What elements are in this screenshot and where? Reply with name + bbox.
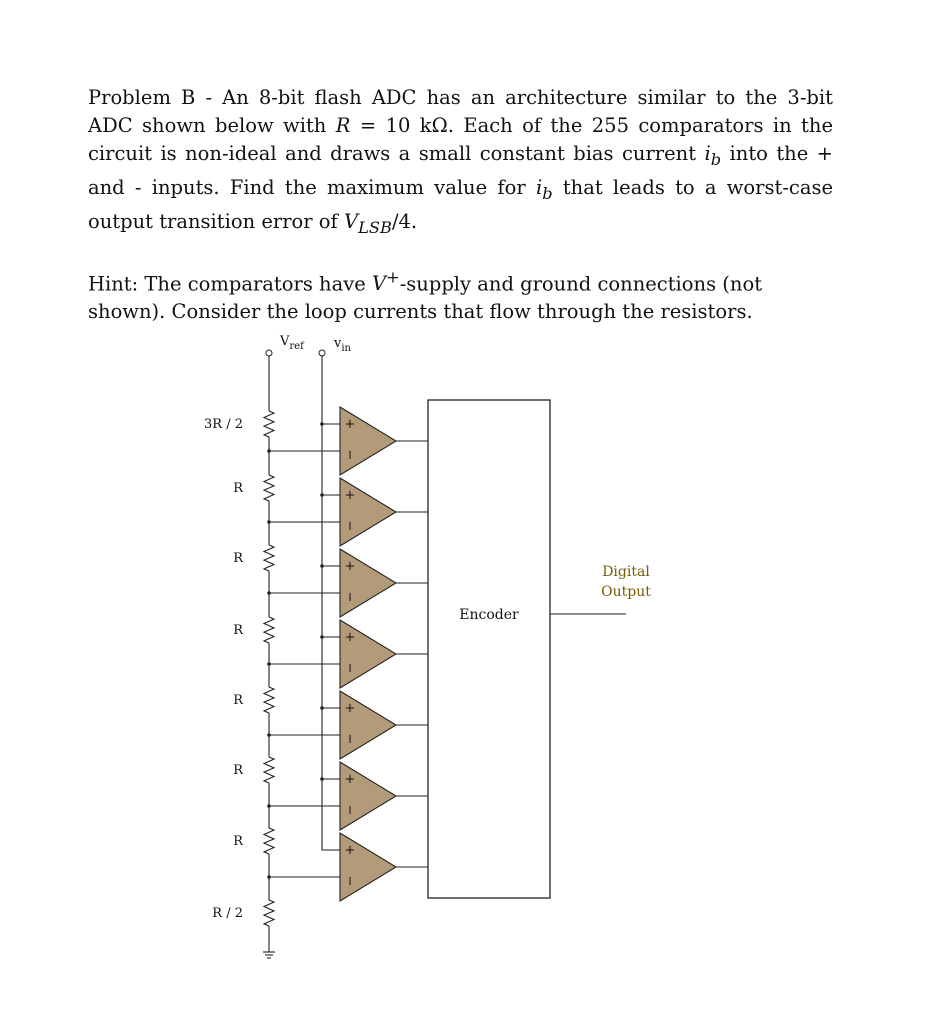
plus-sign: + [344,630,356,645]
plus-sign: + [344,417,356,432]
resistor-6 [264,757,274,783]
resistor-ladder [263,356,340,958]
resistor-label-7: R [233,834,243,849]
hint-end: -supply and ground connections (not shown). Consider the loop currents that flow through the resistors. [88,272,763,324]
minus-sign: − [342,591,357,603]
resistor-4 [264,617,274,643]
problem-sentence-2-end: into the + and - inputs. Find the maximum value for [88,142,834,199]
resistor-label-1: 3R / 2 [204,417,243,432]
resistor-label-5: R [233,693,243,708]
vlsb-end: /4. [391,209,418,233]
minus-sign: − [342,449,357,461]
resistor-label-3: R [233,551,243,566]
plus-sign: + [344,843,356,858]
encoder-block [428,400,550,898]
vref-label: $V_{ref}$ [280,334,304,352]
ib-symbol-2: $i_b$ [535,175,553,203]
plus-sign: + [344,488,356,503]
encoder-label: Encoder [459,607,519,623]
hint-start: Hint: The comparators have [88,272,366,296]
minus-sign: − [342,733,357,745]
resistor-7 [264,828,274,854]
digital-output-label-line2: Output [601,584,651,600]
r-value: = 10 kΩ. [359,114,454,137]
vref-terminal [266,350,272,356]
plus-sign: + [344,772,356,787]
vplus-symbol: V+ [371,267,400,296]
plus-sign: + [344,559,356,574]
resistor-labels [204,417,244,921]
vin-terminal [319,350,325,356]
minus-sign: − [342,662,357,674]
resistor-2 [264,475,274,501]
vin-label: $v_{in}$ [334,336,351,354]
resistor-label-2: R [233,481,243,496]
resistor-5 [264,687,274,713]
vlsb-symbol: $V_{LSB}$ [343,209,392,237]
problem-sentence-3-end: that leads to a worst-case output transition error of [88,175,834,233]
minus-sign: − [342,520,357,532]
problem-sentence-1: Problem B - An 8-bit flash ADC has an architecture similar to the 3-bit ADC shown below with [88,86,833,137]
resistor-3 [264,545,274,571]
resistor-1 [264,411,274,437]
plus-sign: + [344,701,356,716]
resistor-label-8: R / 2 [212,906,243,921]
comparator-bank [340,407,428,901]
resistor-label-4: R [233,623,243,638]
r-variable: R [335,114,351,137]
problem-sentence-2: Each of the 255 comparators in the circuit is non-ideal and draws a small constant bias current [88,114,833,165]
resistor-label-6: R [233,763,243,778]
ib-symbol-1: $i_b$ [704,142,722,169]
digital-output-label-line1: Digital [602,564,650,580]
minus-sign: − [342,804,357,816]
resistor-8 [264,900,274,926]
vin-wire [322,847,340,850]
minus-sign: − [342,875,357,887]
